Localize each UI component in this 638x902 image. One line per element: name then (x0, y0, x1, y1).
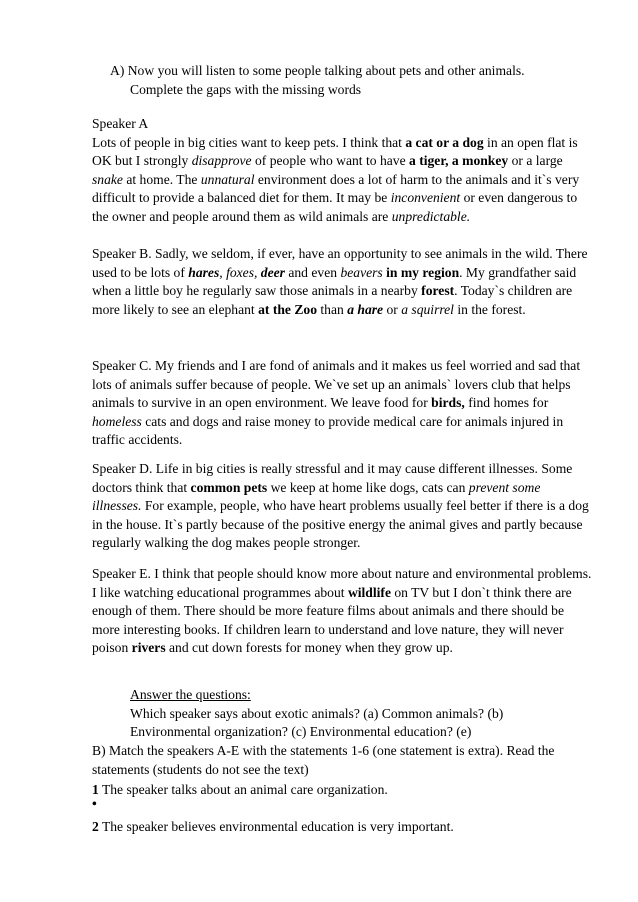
gap-answer: inconvenient (390, 190, 461, 206)
text-run: Lots of people in big cities want to keep pets. I think that (92, 134, 406, 150)
questions-heading: Answer the questions: (130, 687, 251, 702)
gap-answer: a squirrel (401, 301, 454, 317)
text-run: on TV but I don`t think there are enough of them. There should be more feature films about animals and there should be more interesting books. If children learn to understand and love nature, they will never poison (92, 584, 572, 656)
gap-answer: a hare (347, 301, 384, 317)
speaker-a-section (92, 115, 592, 227)
intro-line-2: Complete the gaps with the missing words (130, 81, 362, 97)
gap-answer: homeless (92, 413, 142, 429)
speaker-e-text (92, 565, 592, 658)
gap-answer: birds, (431, 395, 465, 411)
speaker-b-section (92, 245, 592, 319)
text-run: Speaker D. Life in big cities is really stressful and it may cause different illnesses. Some doctors think that (92, 461, 573, 495)
text-run: . My grandfather said when a little boy he regularly saw those animals in a nearby (92, 264, 577, 299)
text-run: or even dangerous to the owner and people around them as wild animals are (92, 190, 578, 224)
text-run: Speaker C. My friends and I are fond of animals and it makes us feel worried and sad that lots of animals suffer because of people. We`ve set up an animals` lovers club that helps animals to survive in an open environment. We leave food for (92, 358, 581, 411)
text-run: Speaker B. Sadly, we seldom, if ever, have an opportunity to see animals in the wild. There used to be lots of (92, 246, 588, 280)
gap-answer: forest (421, 283, 455, 299)
statement-body: The speaker believes environmental education is very important. (98, 819, 454, 834)
questions-line-1: Which speaker says about exotic animals? (a) Common animals? (b) (130, 705, 504, 721)
text-run: or (383, 301, 402, 317)
part-b-instructions: B) Match the speakers A-E with the statements 1-6 (one statement is extra). Read the statements (students do not see the text) (92, 743, 555, 777)
statement-text (92, 818, 592, 837)
gap-answer: at the Zoo (258, 301, 317, 317)
part-b-section (92, 742, 592, 779)
statement-2 (92, 818, 592, 837)
speaker-c-text (92, 357, 592, 450)
text-run: and even (284, 264, 341, 280)
text-run: and cut down forests for money when they grow up. (165, 640, 453, 656)
gap-answer: in my region (382, 264, 460, 280)
questions-line-2: Environmental organization? (c) Environmental education? (e) (130, 724, 472, 740)
gap-answer: deer (260, 264, 285, 280)
speaker-c-section (92, 357, 592, 450)
speaker-e-section (92, 565, 592, 658)
text-run: than (317, 301, 348, 317)
text-run: we keep at home like dogs, cats can (267, 479, 469, 495)
speaker-d-text (92, 460, 592, 553)
gap-answer: rivers (131, 640, 166, 656)
gap-answer: prevent some illnesses. (92, 479, 541, 514)
text-run: find homes for (464, 395, 549, 411)
gap-answer: disapprove (191, 153, 252, 169)
gap-answer: a cat or a dog (405, 134, 484, 150)
questions-section (130, 686, 590, 742)
text-run: For example, people, who have heart problems usually feel better if there is a dog in the house. It`s partly because of the positive energy the animal gives and partly because regularly walking the dog makes people stronger. (92, 498, 589, 551)
text-run: Speaker E. I think that people should know more about nature and environmental problems. I like watching educational programmes about (92, 566, 592, 600)
gap-answer: beavers (340, 264, 383, 280)
statement-number: 2 (92, 819, 99, 834)
text-run: . Today`s children are more likely to see an elephant (92, 283, 573, 317)
text-run: cats and dogs and raise money to provide medical care for animals injured in traffic accidents. (92, 413, 564, 448)
intro-line-1: A) Now you will listen to some people talking about pets and other animals. (110, 63, 525, 78)
speaker-d-section (92, 460, 592, 553)
gap-answer: unpredictable. (391, 208, 471, 224)
text-run: environment does a lot of harm to the animals and it`s very difficult to provide a balanced diet for them. It may be (92, 171, 580, 206)
statement-number: 1 (92, 782, 99, 797)
gap-answer: hares (188, 264, 220, 280)
intro-instructions (110, 62, 590, 99)
text-run: of people who want to have (251, 153, 410, 169)
gap-answer: unnatural (200, 171, 255, 187)
text-run: at home. The (122, 171, 201, 187)
bullet-marker: • (92, 796, 97, 811)
text-run: in an open flat is OK but I strongly (92, 134, 578, 169)
speaker-a-text (92, 134, 592, 227)
text-run: in the forest. (453, 301, 526, 317)
statement-body: The speaker talks about an animal care organization. (98, 782, 388, 797)
speaker-a-heading: Speaker A (92, 116, 149, 131)
gap-answer: a tiger, a monkey (409, 153, 509, 169)
gap-answer: snake (92, 171, 123, 187)
speaker-b-text (92, 245, 592, 319)
text-run: or a large (508, 153, 563, 169)
gap-answer: common pets (190, 479, 268, 495)
gap-answer: wildlife (347, 584, 391, 600)
gap-answer: , foxes, (219, 264, 261, 280)
